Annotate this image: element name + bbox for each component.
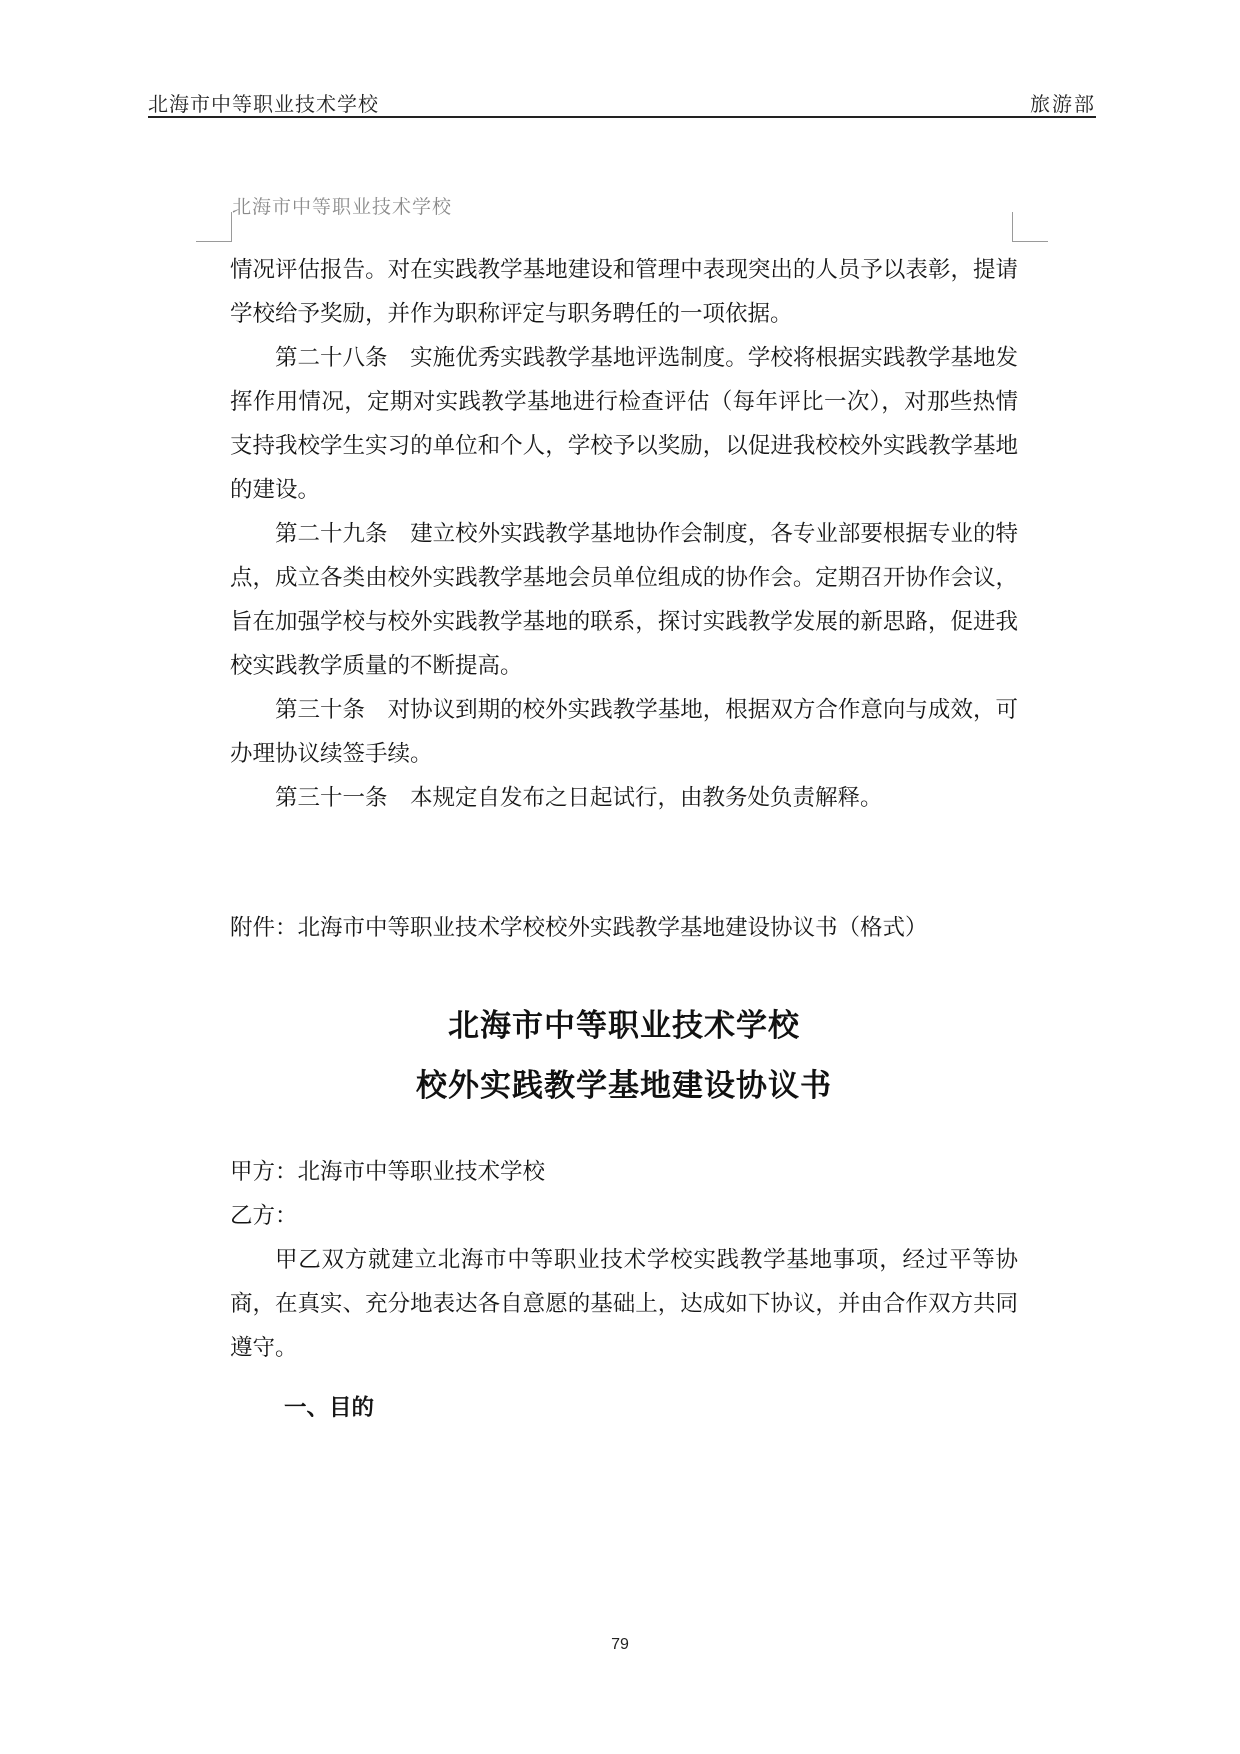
- article-30-number: 第三十条: [275, 697, 366, 723]
- crop-mark-left-vertical: [231, 212, 232, 242]
- paragraph-continuation: 情况评估报告。对在实践教学基地建设和管理中表现突出的人员予以表彰，提请学校给予奖励，并作为职称评定与职务聘任的一项依据。: [230, 257, 1018, 327]
- header-school-name: 北海市中等职业技术学校: [148, 92, 379, 116]
- agreement-title-line1: 北海市中等职业技术学校: [448, 1008, 800, 1044]
- article-29-text: 建立校外实践教学基地协作会制度，各专业部要根据专业的特点，成立各类由校外实践教学基地会员单位组成的协作会。定期召开协作会议，旨在加强学校与校外实践教学基地的联系，探讨实践教学发展的新思路，促进我校实践教学质量的不断提高。: [230, 521, 1018, 679]
- agreement-parties: [230, 1150, 1018, 1370]
- header-department: 旅游部: [1030, 92, 1096, 116]
- article-28: [230, 336, 1018, 512]
- article-28-text: 实施优秀实践教学基地评选制度。学校将根据实践教学基地发挥作用情况，定期对实践教学基地进行检查评估（每年评比一次），对那些热情支持我校学生实习的单位和个人，学校予以奖励，以促进我校校外实践教学基地的建设。: [230, 345, 1018, 503]
- article-31-number: 第三十一条: [275, 785, 388, 811]
- page-header: [148, 86, 1096, 118]
- scanned-page-header: 北海市中等职业技术学校: [232, 196, 453, 218]
- party-a: 甲方：北海市中等职业技术学校: [230, 1159, 546, 1185]
- crop-mark-right-vertical: [1012, 212, 1013, 242]
- article-29-number: 第二十九条: [275, 521, 388, 547]
- page-number: 79: [611, 1636, 629, 1653]
- article-30: [230, 688, 1018, 776]
- party-b: 乙方：: [230, 1203, 298, 1229]
- agreement-preamble: 甲乙双方就建立北海市中等职业技术学校实践教学基地事项，经过平等协商，在真实、充分地表达各自意愿的基础上，达成如下协议，并由合作双方共同遵守。: [230, 1247, 1018, 1361]
- article-31-text: 本规定自发布之日起试行，由教务处负责解释。: [410, 785, 883, 811]
- crop-mark-left-horizontal: [196, 241, 232, 242]
- article-31: [230, 776, 1018, 820]
- agreement-title-line2: 校外实践教学基地建设协议书: [416, 1068, 832, 1104]
- attachment-note: 附件：北海市中等职业技术学校校外实践教学基地建设协议书（格式）: [230, 915, 928, 941]
- article-28-number: 第二十八条: [275, 345, 388, 371]
- section-heading-purpose: 一、目的: [284, 1395, 375, 1421]
- agreement-title: [230, 996, 1018, 1116]
- regulation-body: [230, 248, 1018, 820]
- article-29: [230, 512, 1018, 688]
- article-30-text: 对协议到期的校外实践教学基地，根据双方合作意向与成效，可办理协议续签手续。: [230, 697, 1018, 767]
- crop-mark-right-horizontal: [1012, 241, 1048, 242]
